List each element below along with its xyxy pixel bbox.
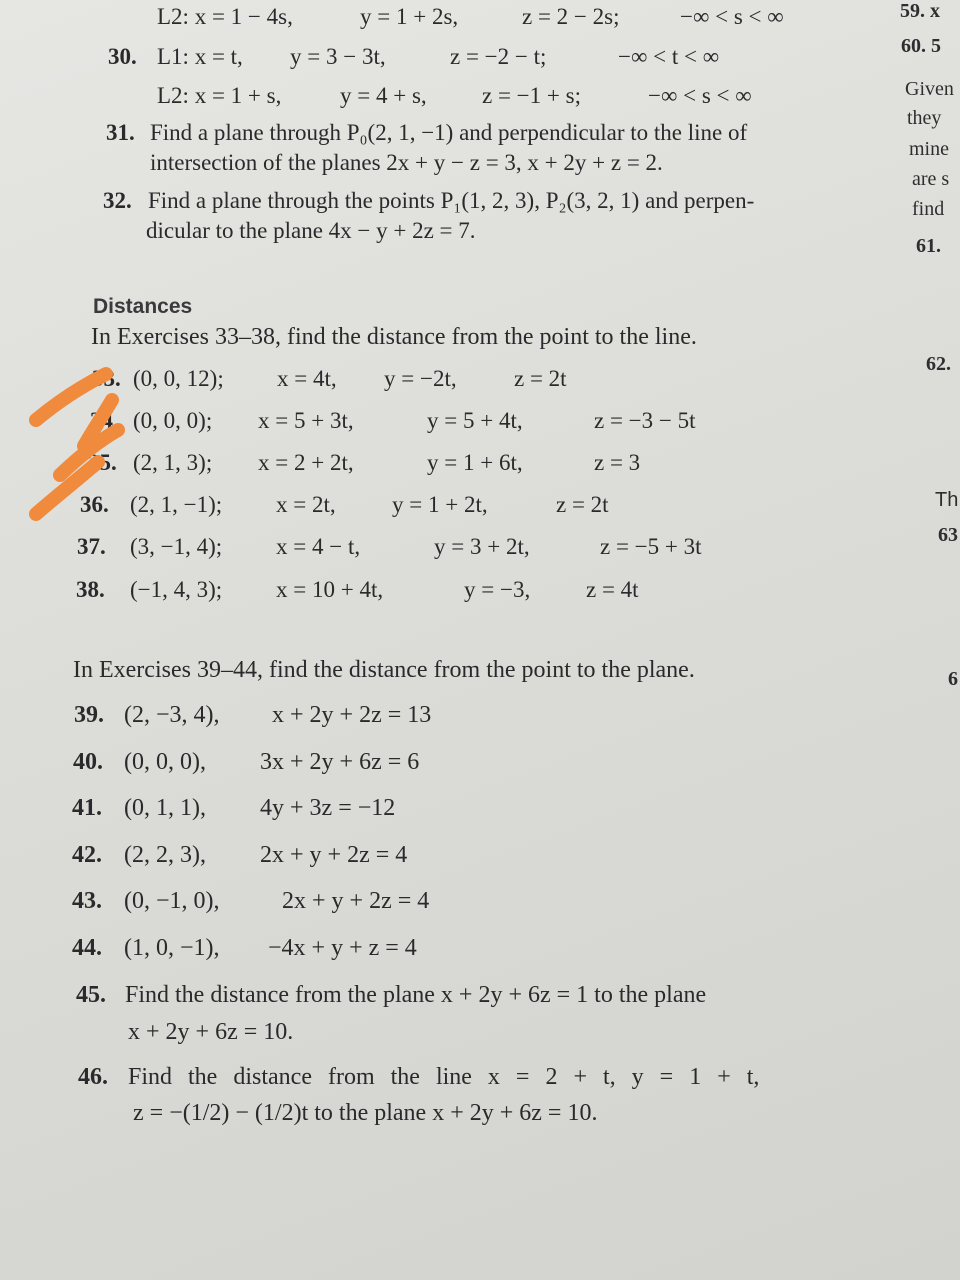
exercise-number: 31. <box>106 120 135 145</box>
exercise-number: 44. <box>72 935 102 961</box>
exercise-45-line1: Find the distance from the plane x + 2y + 6z = 1 to the plane <box>125 982 707 1008</box>
exercise-point: (0, −1, 0), <box>124 888 220 914</box>
l2b-z: z = −1 + s; <box>482 83 581 108</box>
exercise-y: y = 1 + 2t, <box>392 492 488 517</box>
exercise-number: 32. <box>103 188 132 213</box>
right-col-59: 59. x <box>900 0 940 22</box>
exercise-31-line1: Find a plane through P₀(2, 1, −1) and perpendicular to the line of <box>150 120 748 145</box>
exercise-point: (−1, 4, 3); <box>130 577 223 602</box>
right-col-6: 6 <box>948 668 958 690</box>
exercise-point: (3, −1, 4); <box>130 534 223 559</box>
exercise-point: (2, 1, 3); <box>133 450 213 475</box>
right-col-mine: mine <box>909 138 949 160</box>
exercise-number: 43. <box>72 888 102 914</box>
exercise-number: 41. <box>72 795 102 821</box>
exercise-eq: −4x + y + z = 4 <box>268 935 417 961</box>
right-col-62: 62. <box>926 353 951 375</box>
exercise-x: x = 10 + 4t, <box>276 577 384 602</box>
exercise-eq: 3x + 2y + 6z = 6 <box>260 749 420 775</box>
l1-range: −∞ < t < ∞ <box>618 44 720 69</box>
exercise-z: z = 3 <box>594 450 641 475</box>
exercise-46-line1: Find the distance from the line x = 2 + t, y = 1 + t, <box>128 1064 760 1090</box>
exercise-point: (2, −3, 4), <box>124 702 220 728</box>
exercise-number: 38. <box>76 577 105 602</box>
right-col-61: 61. <box>916 235 941 257</box>
exercise-31-line2: intersection of the planes 2x + y − z = 3, x + 2y + z = 2. <box>150 150 663 175</box>
exercise-x: x = 4 − t, <box>276 534 361 559</box>
right-col-60: 60. 5 <box>901 35 941 57</box>
exercise-number: 36. <box>80 492 109 517</box>
exercise-point: (2, 2, 3), <box>124 842 206 868</box>
exercise-number: 39. <box>74 702 104 728</box>
exercise-32-line1: Find a plane through the points P₁(1, 2, 3), P₂(3, 2, 1) and perpen- <box>148 188 755 213</box>
exercise-z: z = 4t <box>586 577 639 602</box>
right-col-63: 63 <box>938 524 958 546</box>
l2b-range: −∞ < s < ∞ <box>648 83 752 108</box>
exercise-z: z = 2t <box>556 492 609 517</box>
exercise-number: 35. <box>88 450 117 475</box>
exercise-number: 45. <box>76 982 106 1008</box>
exercise-32-line2: dicular to the plane 4x − y + 2z = 7. <box>146 218 476 243</box>
exercise-x: x = 5 + 3t, <box>258 408 354 433</box>
exercise-z: z = −3 − 5t <box>594 408 696 433</box>
right-col-th: Th <box>935 489 959 511</box>
exercise-eq: x + 2y + 2z = 13 <box>272 702 432 728</box>
exercise-45-line2: x + 2y + 6z = 10. <box>128 1019 294 1045</box>
right-col-given: Given <box>905 78 954 100</box>
exercise-point: (0, 0, 0), <box>124 749 206 775</box>
check-mark-35 <box>36 430 118 514</box>
exercise-y: y = −2t, <box>384 366 457 391</box>
l2b-y: y = 4 + s, <box>340 83 427 108</box>
right-col-find: find <box>912 198 945 220</box>
exercise-point: (1, 0, −1), <box>124 935 220 961</box>
exercise-x: x = 2 + 2t, <box>258 450 354 475</box>
exercise-number: 33. <box>92 366 121 391</box>
l1-y: y = 3 − 3t, <box>290 44 386 69</box>
l2b-x: L2: x = 1 + s, <box>157 83 282 108</box>
l2-z: z = 2 − 2s; <box>522 4 620 29</box>
section-intro-lines: In Exercises 33–38, find the distance from the point to the line. <box>91 324 697 350</box>
exercise-number: 46. <box>78 1064 108 1090</box>
exercise-point: (2, 1, −1); <box>130 492 223 517</box>
exercise-point: (0, 0, 0); <box>133 408 213 433</box>
exercise-number: 30. <box>108 44 137 69</box>
l2-x: L2: x = 1 − 4s, <box>157 4 293 29</box>
exercise-eq: 4y + 3z = −12 <box>260 795 396 821</box>
exercise-number: 37. <box>77 534 106 559</box>
exercise-z: z = 2t <box>514 366 567 391</box>
right-col-are: are s <box>912 168 950 190</box>
exercise-number: 40. <box>73 749 103 775</box>
exercise-number: 42. <box>72 842 102 868</box>
l1-x: L1: x = t, <box>157 44 243 69</box>
exercise-eq: 2x + y + 2z = 4 <box>282 888 430 914</box>
exercise-eq: 2x + y + 2z = 4 <box>260 842 408 868</box>
right-col-they: they <box>907 107 942 129</box>
exercise-x: x = 4t, <box>277 366 337 391</box>
exercise-point: (0, 1, 1), <box>124 795 206 821</box>
section-intro-planes: In Exercises 39–44, find the distance from the point to the plane. <box>73 657 695 683</box>
exercise-z: z = −5 + 3t <box>600 534 702 559</box>
exercise-point: (0, 0, 12); <box>133 366 224 391</box>
exercise-number: 34. <box>90 408 119 433</box>
exercise-x: x = 2t, <box>276 492 336 517</box>
l2-y: y = 1 + 2s, <box>360 4 459 29</box>
l1-z: z = −2 − t; <box>450 44 547 69</box>
exercise-46-line2: z = −(1/2) − (1/2)t to the plane x + 2y + 6z = 10. <box>133 1100 598 1126</box>
l2-range: −∞ < s < ∞ <box>680 4 784 29</box>
exercise-y: y = 3 + 2t, <box>434 534 530 559</box>
section-heading: Distances <box>93 295 193 318</box>
exercise-y: y = 5 + 4t, <box>427 408 523 433</box>
exercise-y: y = −3, <box>464 577 531 602</box>
exercise-y: y = 1 + 6t, <box>427 450 523 475</box>
